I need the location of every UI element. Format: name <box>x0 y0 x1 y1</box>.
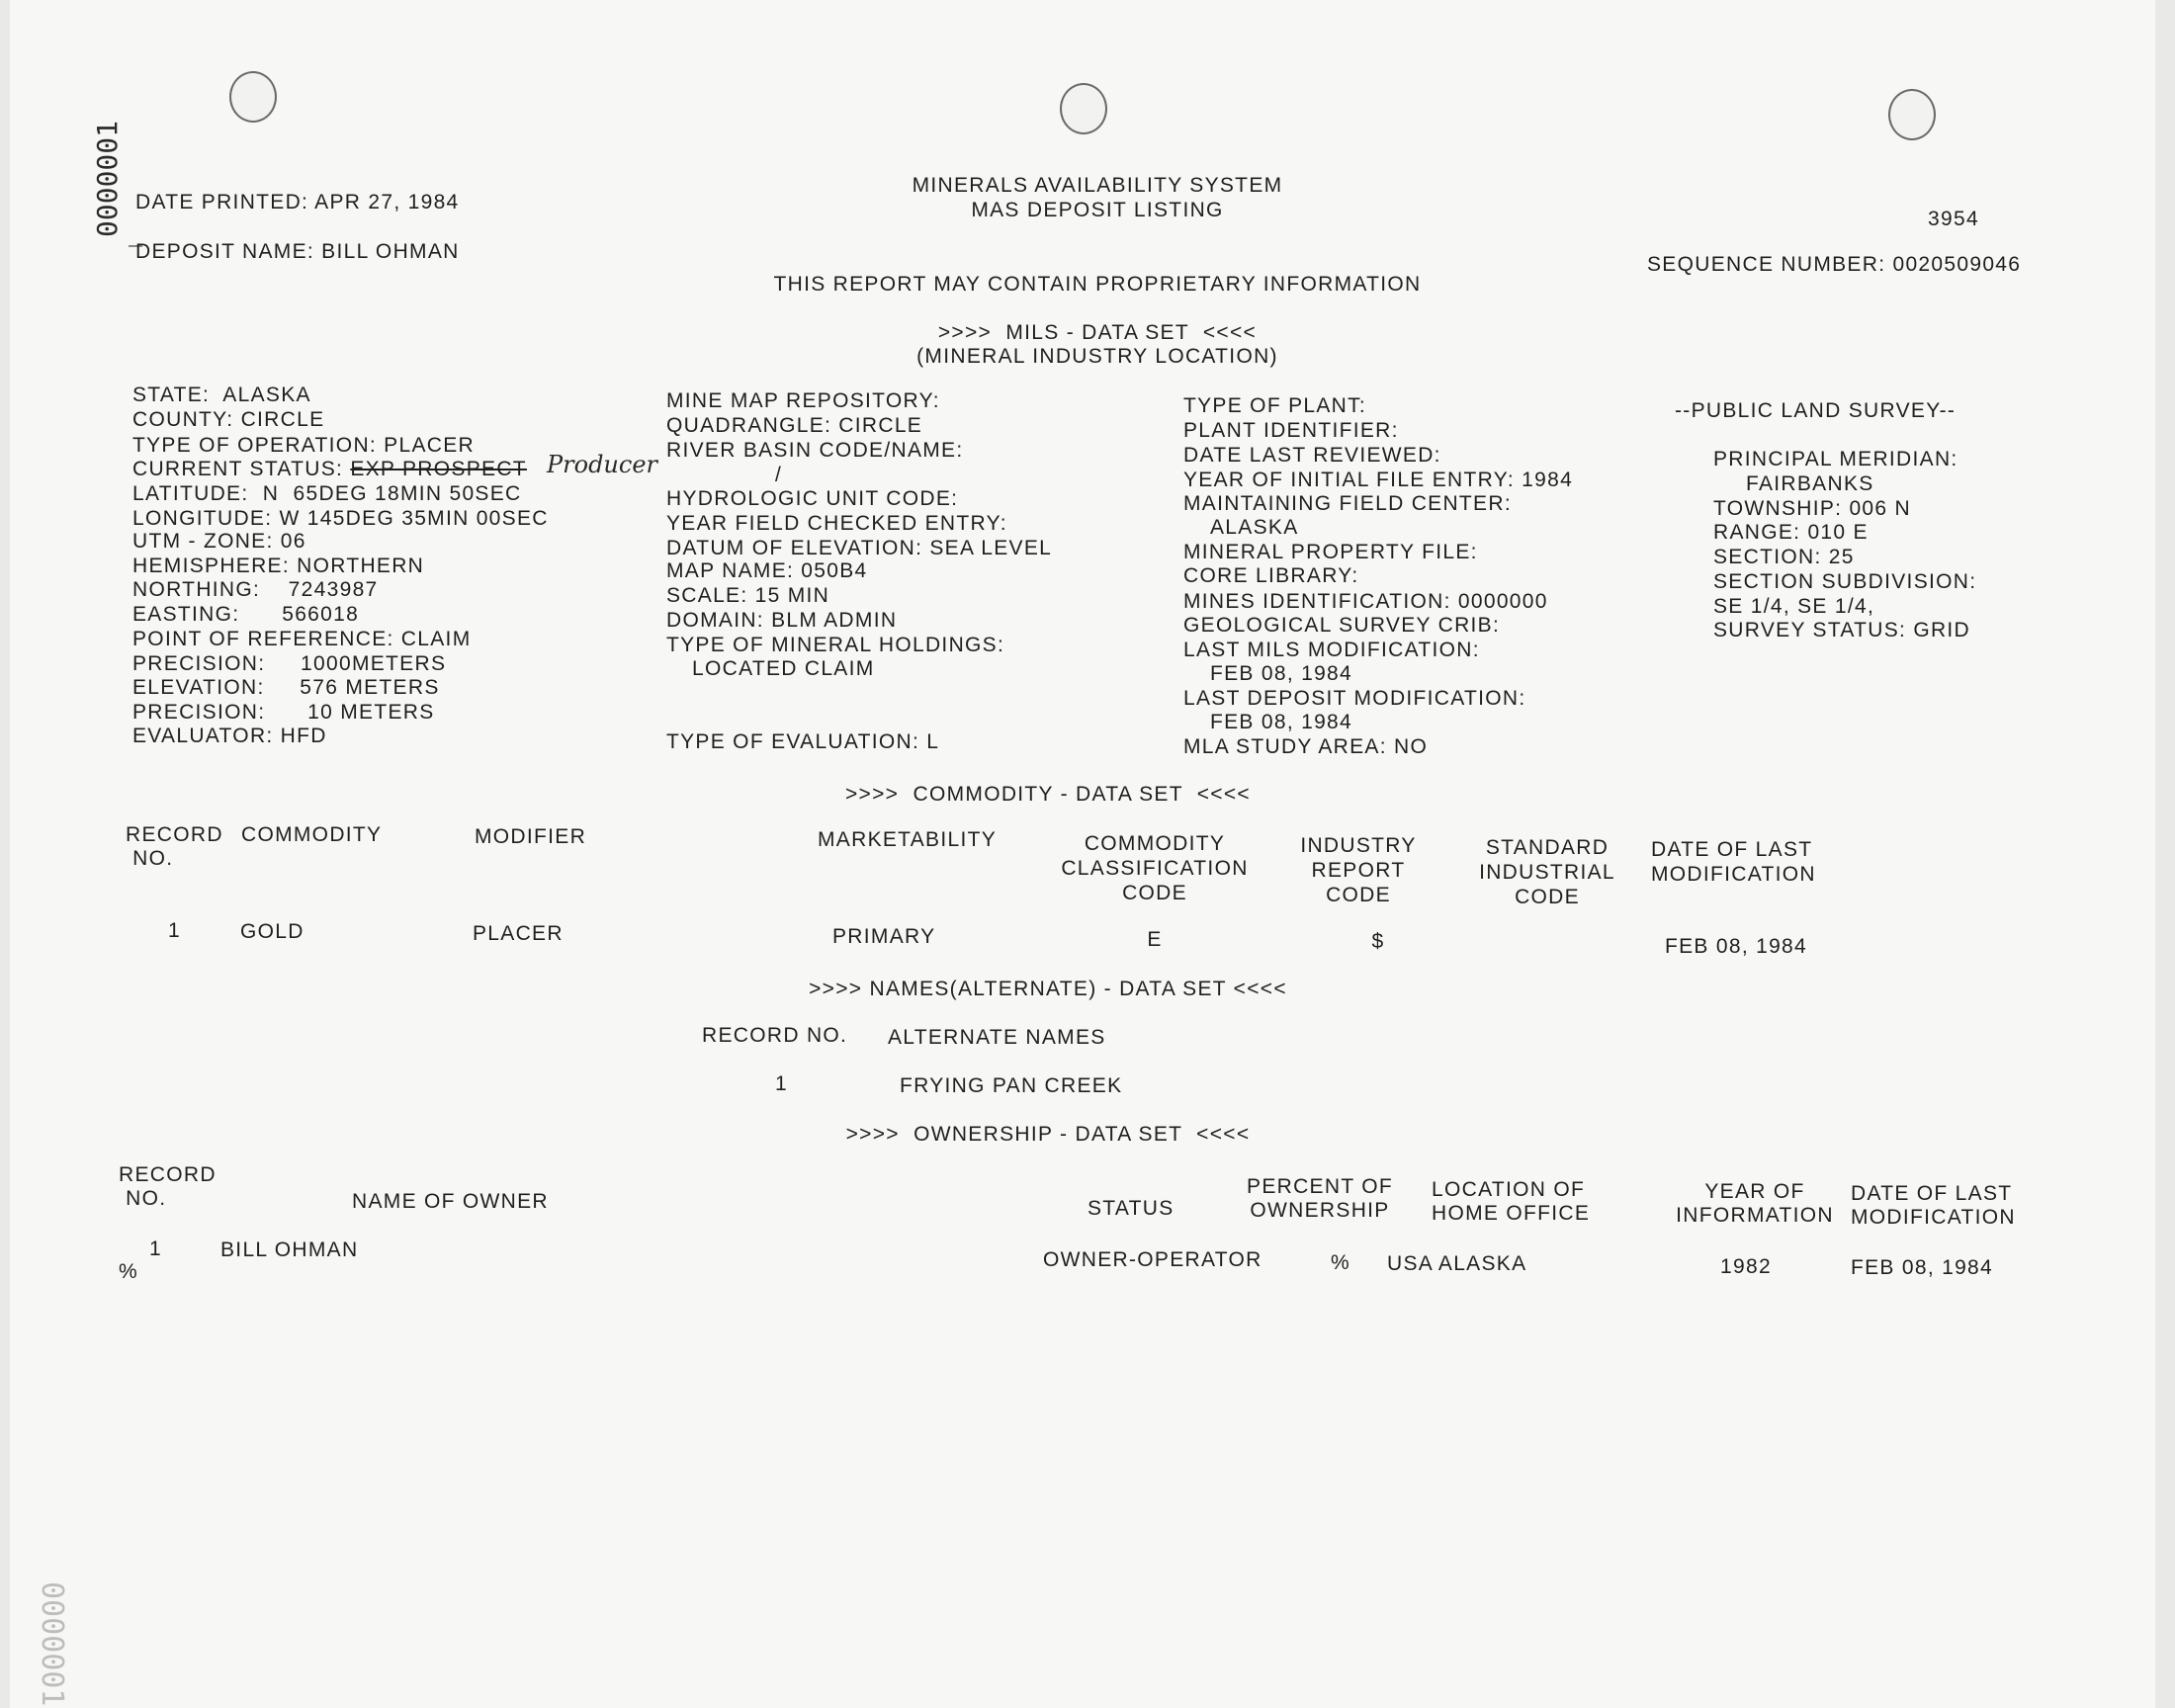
ownership-location: USA ALASKA <box>1387 1252 1527 1275</box>
names-title: >>>> NAMES(ALTERNATE) - DATA SET <<<< <box>809 978 1287 1000</box>
ownership-title: >>>> OWNERSHIP - DATA SET <<<< <box>845 1123 1251 1146</box>
core-library: CORE LIBRARY: <box>1183 564 1359 587</box>
current-status-label: CURRENT STATUS: <box>132 458 351 480</box>
commodity-marketability: PRIMARY <box>832 925 936 948</box>
commodity-header-marketability: MARKETABILITY <box>818 828 998 851</box>
type-of-evaluation: TYPE OF EVALUATION: L <box>666 730 940 753</box>
ownership-header-year: YEAR OF INFORMATION <box>1676 1180 1834 1227</box>
mines-identification: MINES IDENTIFICATION: 0000000 <box>1183 590 1548 613</box>
ownership-header-name: NAME OF OWNER <box>352 1190 549 1213</box>
ownership-header-date: DATE OF LAST MODIFICATION <box>1851 1182 2016 1229</box>
commodity-header-commodity: COMMODITY <box>241 823 383 846</box>
last-mils-modification: LAST MILS MODIFICATION: <box>1183 639 1480 661</box>
scale: SCALE: 15 MIN <box>666 584 830 607</box>
ownership-header-location: LOCATION OF HOME OFFICE <box>1432 1178 1591 1225</box>
page-number: 3954 <box>1928 208 1979 230</box>
ownership-header-status: STATUS <box>1088 1197 1174 1220</box>
domain: DOMAIN: BLM ADMIN <box>666 609 898 632</box>
names-alternate-name: FRYING PAN CREEK <box>900 1074 1123 1097</box>
easting: EASTING: 566018 <box>132 603 360 626</box>
names-record: 1 <box>775 1072 788 1095</box>
quadrangle: QUADRANGLE: CIRCLE <box>666 414 923 437</box>
precision-elevation: PRECISION: 10 METERS <box>132 701 435 724</box>
northing: NORTHING: 7243987 <box>132 578 379 601</box>
ownership-status: OWNER-OPERATOR <box>1043 1248 1262 1271</box>
hemisphere: HEMISPHERE: NORTHERN <box>132 555 425 577</box>
map-name: MAP NAME: 050B4 <box>666 559 868 582</box>
section-subdivision-value: SE 1/4, SE 1/4, <box>1713 595 1875 618</box>
type-of-plant: TYPE OF PLANT: <box>1183 394 1367 417</box>
binder-hole-right <box>1888 89 1936 140</box>
commodity-record: 1 <box>168 919 181 942</box>
binder-hole-center <box>1060 83 1107 134</box>
precision-location: PRECISION: 1000METERS <box>132 652 447 675</box>
mineral-holdings-value: LOCATED CLAIM <box>692 657 875 680</box>
last-deposit-modification-value: FEB 08, 1984 <box>1210 711 1353 733</box>
last-deposit-modification: LAST DEPOSIT MODIFICATION: <box>1183 687 1526 710</box>
commodity-header-industry: INDUSTRY REPORT CODE <box>1300 834 1417 906</box>
river-basin-value: / <box>775 464 783 486</box>
type-of-operation: TYPE OF OPERATION: PLACER <box>132 434 476 457</box>
mla-study-area: MLA STUDY AREA: NO <box>1183 735 1429 758</box>
bates-number-faint: 0000001 <box>35 1581 69 1707</box>
mineral-property-file: MINERAL PROPERTY FILE: <box>1183 541 1478 563</box>
elevation: ELEVATION: 576 METERS <box>132 676 440 699</box>
maintaining-field-center-value: ALASKA <box>1210 516 1299 539</box>
commodity-classification: E <box>1147 928 1163 951</box>
ownership-date: FEB 08, 1984 <box>1851 1256 1994 1279</box>
public-land-survey: --PUBLIC LAND SURVEY-- <box>1675 399 1957 422</box>
date-printed: DATE PRINTED: APR 27, 1984 <box>135 191 460 214</box>
river-basin: RIVER BASIN CODE/NAME: <box>666 439 964 462</box>
last-mils-modification-value: FEB 08, 1984 <box>1210 662 1353 685</box>
county: COUNTY: CIRCLE <box>132 408 325 431</box>
ownership-marker: % <box>119 1260 138 1283</box>
hydrologic-unit-code: HYDROLOGIC UNIT CODE: <box>666 487 959 510</box>
year-field-checked: YEAR FIELD CHECKED ENTRY: <box>666 512 1007 535</box>
commodity-header-classification: COMMODITY CLASSIFICATION CODE <box>1061 832 1249 904</box>
names-header-names: ALTERNATE NAMES <box>888 1026 1106 1049</box>
maintaining-field-center: MAINTAINING FIELD CENTER: <box>1183 492 1512 515</box>
proprietary-notice: THIS REPORT MAY CONTAIN PROPRIETARY INFORMATION <box>773 273 1422 296</box>
section: SECTION: 25 <box>1713 546 1855 568</box>
plant-identifier: PLANT IDENTIFIER: <box>1183 419 1399 442</box>
ownership-owner-name: BILL OHMAN <box>220 1238 359 1261</box>
deposit-name: DEPOSIT NAME: BILL OHMAN <box>135 240 460 263</box>
ownership-percent: % <box>1331 1251 1350 1274</box>
binder-hole-left <box>229 71 277 123</box>
ownership-header-record: RECORD NO. <box>119 1163 217 1210</box>
ownership-record: 1 <box>149 1238 162 1260</box>
type-of-mineral-holdings: TYPE OF MINERAL HOLDINGS: <box>666 634 1005 656</box>
names-header-record: RECORD NO. <box>702 1024 848 1047</box>
commodity-date: FEB 08, 1984 <box>1665 935 1808 958</box>
longitude: LONGITUDE: W 145DEG 35MIN 00SEC <box>132 507 549 530</box>
ownership-year: 1982 <box>1720 1255 1772 1278</box>
latitude: LATITUDE: N 65DEG 18MIN 50SEC <box>132 482 522 505</box>
commodity-modifier: PLACER <box>473 922 564 945</box>
year-initial-file-entry: YEAR OF INITIAL FILE ENTRY: 1984 <box>1183 469 1574 491</box>
date-last-reviewed: DATE LAST REVIEWED: <box>1183 444 1441 467</box>
datum-of-elevation: DATUM OF ELEVATION: SEA LEVEL <box>666 537 1053 559</box>
sequence-number: SEQUENCE NUMBER: 0020509046 <box>1647 253 2022 276</box>
current-status-struck: EXP PROSPECT <box>350 458 527 480</box>
commodity-header-modifier: MODIFIER <box>475 825 587 848</box>
range: RANGE: 010 E <box>1713 521 1869 544</box>
report-page <box>10 0 2155 1708</box>
current-status <box>132 459 527 479</box>
principal-meridian-value: FAIRBANKS <box>1746 472 1874 495</box>
section-subdivision: SECTION SUBDIVISION: <box>1713 570 1977 593</box>
state: STATE: ALASKA <box>132 384 311 406</box>
mils-subtitle: (MINERAL INDUSTRY LOCATION) <box>916 345 1278 368</box>
system-title: MINERALS AVAILABILITY SYSTEM <box>912 174 1283 197</box>
listing-title: MAS DEPOSIT LISTING <box>971 199 1224 221</box>
point-of-reference: POINT OF REFERENCE: CLAIM <box>132 628 472 650</box>
commodity-industry: $ <box>1371 930 1385 953</box>
survey-status: SURVEY STATUS: GRID <box>1713 619 1971 641</box>
bates-number: 0000001 <box>91 120 124 237</box>
utm-zone: UTM - ZONE: 06 <box>132 530 306 553</box>
commodity-header-standard: STANDARD INDUSTRIAL CODE <box>1479 836 1615 908</box>
commodity-name: GOLD <box>240 920 304 943</box>
evaluator: EVALUATOR: HFD <box>132 725 327 747</box>
mils-title: >>>> MILS - DATA SET <<<< <box>937 321 1258 344</box>
principal-meridian: PRINCIPAL MERIDIAN: <box>1713 448 1958 470</box>
commodity-title: >>>> COMMODITY - DATA SET <<<< <box>844 783 1251 806</box>
township: TOWNSHIP: 006 N <box>1713 497 1911 520</box>
commodity-header-date: DATE OF LAST MODIFICATION <box>1651 838 1816 886</box>
ownership-header-percent: PERCENT OF OWNERSHIP <box>1247 1175 1393 1222</box>
commodity-header-record: RECORD NO. <box>126 823 223 870</box>
current-status-handwritten: Producer <box>547 451 658 478</box>
geological-survey-crib: GEOLOGICAL SURVEY CRIB: <box>1183 614 1501 637</box>
mine-map-repository: MINE MAP REPOSITORY: <box>666 389 940 412</box>
